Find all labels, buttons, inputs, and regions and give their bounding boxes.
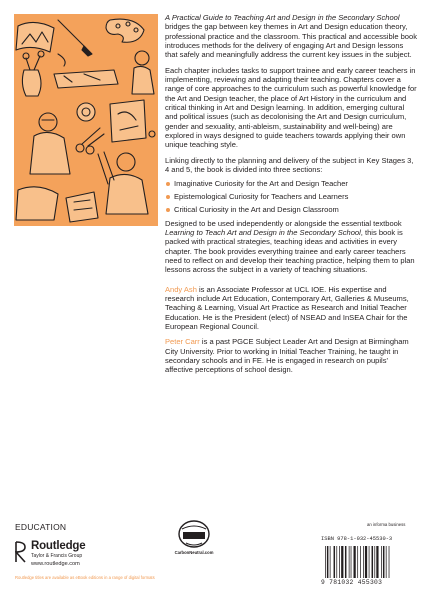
- author-bio-text: is a past PGCE Subject Leader Art and Design at Birmingham City University. Prior to working in Initial Teacher Training, he taught in secondary schools and in FE. He is engaged in research on pupils' affective perceptions of school design.: [165, 337, 409, 375]
- publisher-group: Taylor & Francis Group: [31, 553, 83, 559]
- list-item: Epistemological Curiosity for Teachers and Learners: [165, 192, 417, 201]
- author-bio-text: is an Associate Professor at UCL IOE. His expertise and research include Art Education, Contemporary Art, Galleries & Museums, Teaching & Learning, Visual Art Practice as Research and Initial Teacher Education. He is the President (elect) of NSEAD and InSEA Chair for the European Regional Council.: [165, 284, 409, 331]
- intro-paragraph: [165, 13, 417, 60]
- chapters-paragraph: Each chapter includes tasks to support trainee and early career teachers in implementing, reviewing and adapting their teaching. Chapters cover a range of core approaches to the curriculum such as powerful knowledge for the Art and Design teacher, the place of Art History in the curriculum and critical thinking in Art and Design learning. In addition, emerging cultural and political issues (such as decolonising the Art and Design curriculum, gender and sexuality, anti-ableism, sustainability and well-being) are explored in ways designed to guide teachers towards applying their own unique teaching style.: [165, 65, 417, 150]
- list-item: Critical Curiosity in the Art and Design Classroom: [165, 205, 417, 214]
- author-bio: [165, 285, 417, 332]
- routledge-r-icon: [15, 541, 27, 563]
- back-cover-text: [165, 13, 417, 381]
- usage-text-a: Designed to be used independently or alongside the essential textbook: [165, 218, 402, 228]
- usage-text-b: , this book is packed with practical strategies, teaching ideas and activities in every chapter. The book provides everything trainee and early career teachers need to reflect on and develop their teaching practice, helping them to plan lessons across the subject in a variety of teaching situations.: [165, 227, 415, 275]
- publisher-url: www.routledge.com: [31, 561, 80, 567]
- isbn-label: ISBN 978-1-032-45530-3: [321, 536, 393, 542]
- cover-illustration: [14, 14, 158, 226]
- book-title-italic: A Practical Guide to Teaching Art and Design in the Secondary School: [165, 13, 400, 22]
- art-studio-illustration: [14, 14, 158, 226]
- informa-tagline: an informa business: [367, 522, 406, 527]
- barcode-bars: [325, 546, 411, 578]
- carbon-neutral-logo: [172, 519, 216, 571]
- barcode-number: 9 781032 455303: [321, 579, 383, 586]
- usage-paragraph: [165, 219, 417, 275]
- publisher-name: Routledge: [31, 540, 86, 552]
- carbon-neutral-caption: CarbonNeutral.com: [174, 550, 214, 555]
- sections-list: [165, 179, 417, 215]
- ebook-note: Routledge titles are available as eBook editions in a range of digital formats: [15, 575, 155, 580]
- carbon-neutral-badge-icon: [177, 519, 211, 549]
- list-item: Imaginative Curiosity for the Art and Design Teacher: [165, 179, 417, 188]
- barcode-block: [321, 532, 413, 590]
- intro-text: bridges the gap between key themes in Art and Design education theory, professional practice and the classroom. This practical and accessible book introduces methods for the delivery of engaging Art and Design lessons that safely and meaningfully address the current key issues in the subject.: [165, 22, 417, 60]
- routledge-logo: [15, 540, 125, 568]
- subject-category: EDUCATION: [15, 522, 67, 532]
- author-bio: [165, 337, 417, 374]
- author-name: Andy Ash: [165, 284, 197, 294]
- companion-title-italic: Learning to Teach Art and Design in the Secondary School: [165, 227, 361, 237]
- author-name: Peter Carr: [165, 337, 200, 347]
- sections-intro-paragraph: Linking directly to the planning and delivery of the subject in Key Stages 3, 4 and 5, the book is divided into three sections:: [165, 155, 414, 175]
